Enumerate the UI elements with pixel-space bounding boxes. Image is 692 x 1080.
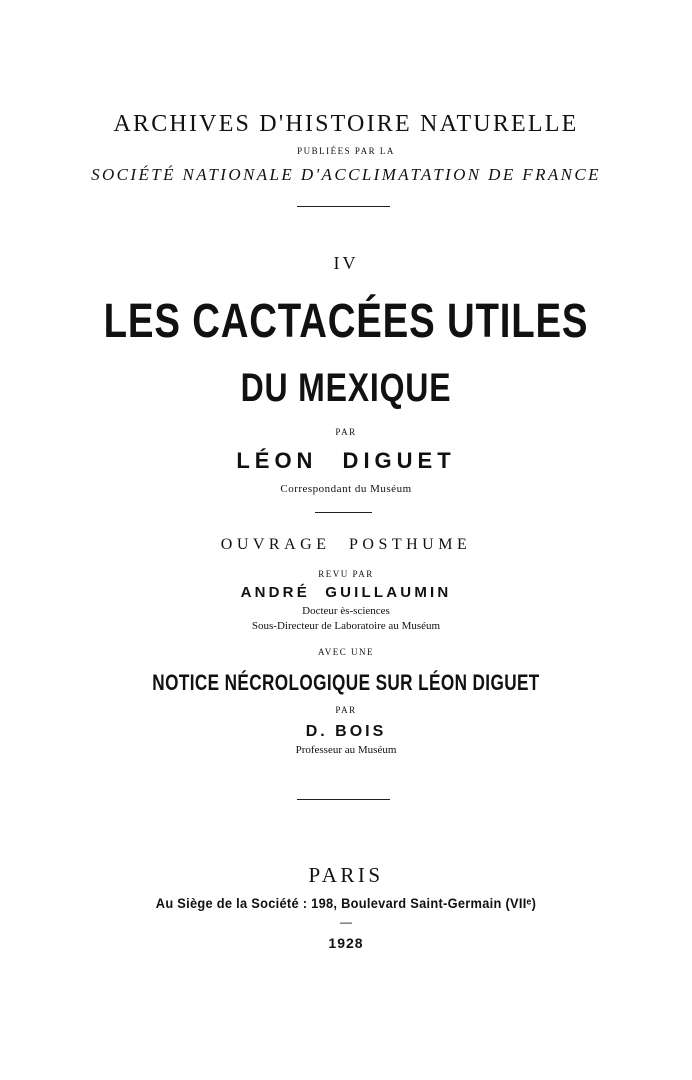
reviser-role-2: Sous-Directeur de Laboratoire au Muséum: [251, 620, 441, 632]
volume-number: IV: [333, 253, 359, 273]
notice-title: NOTICE NÉCROLOGIQUE SUR LÉON DIGUET: [152, 670, 540, 695]
author-name: LÉON DIGUET: [236, 448, 456, 473]
dash: —: [340, 915, 352, 929]
by-label: PAR: [335, 427, 357, 437]
author-role: Correspondant du Muséum: [280, 483, 412, 495]
series-title: ARCHIVES D'HISTOIRE NATURELLE: [113, 111, 579, 137]
reviser-role-1: Docteur ès-sciences: [302, 605, 390, 617]
by-label-2: PAR: [335, 705, 357, 715]
divider-rule: [297, 799, 390, 800]
notice-author-role: Professeur au Muséum: [295, 744, 397, 756]
main-title: LES CACTACÉES UTILES: [103, 295, 589, 348]
with-a-label: AVEC UNE: [317, 647, 375, 657]
divider-rule: [315, 512, 372, 513]
city: PARIS: [308, 863, 384, 887]
published-by: PUBLIÉES PAR LA: [297, 146, 395, 156]
divider-rule: [297, 206, 390, 207]
society-name: SOCIÉTÉ NATIONALE D'ACCLIMATATION DE FRANCE: [91, 165, 601, 184]
publisher-address: Au Siège de la Société : 198, Boulevard Saint-Germain (VIIᵉ): [155, 896, 537, 911]
posthumous-label: OUVRAGE POSTHUME: [220, 536, 472, 553]
revised-by-label: REVU PAR: [318, 569, 374, 579]
reviser-name: ANDRÉ GUILLAUMIN: [240, 584, 452, 601]
subtitle: DU MEXIQUE: [240, 366, 452, 410]
publication-year: 1928: [328, 935, 364, 951]
notice-author: D. BOIS: [305, 723, 387, 740]
